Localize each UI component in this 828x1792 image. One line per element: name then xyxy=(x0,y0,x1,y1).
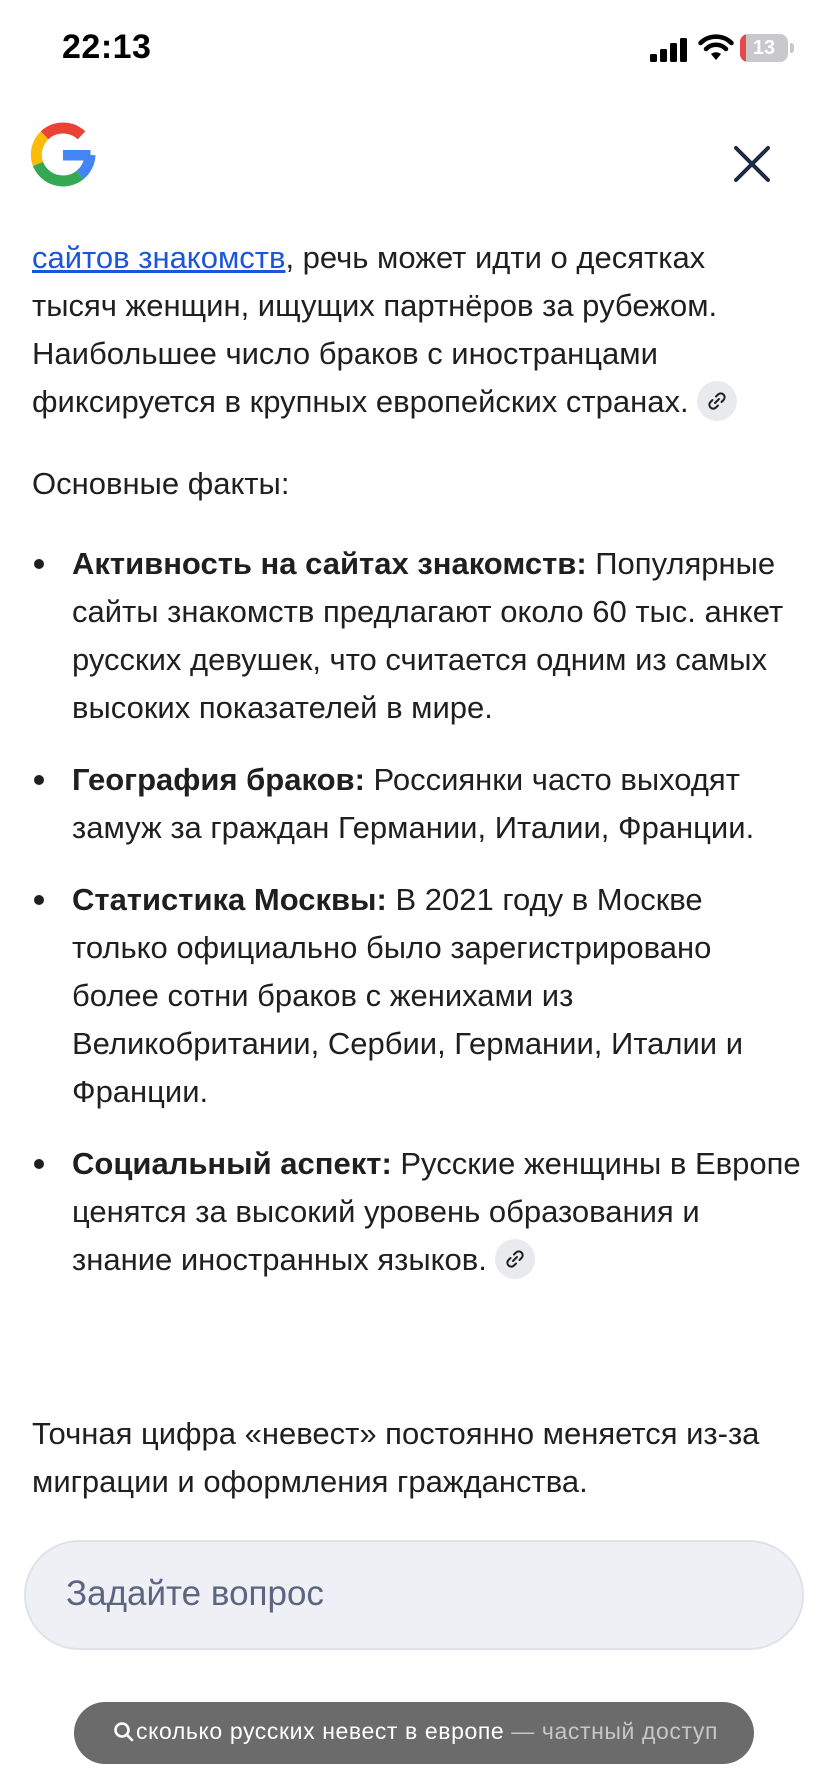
battery-level: 13 xyxy=(752,37,776,59)
bullet xyxy=(34,775,44,785)
source-link-button[interactable] xyxy=(495,1239,535,1279)
query-text xyxy=(136,1718,718,1745)
facts-list xyxy=(32,540,802,1308)
intro-text: , речь может идти о десятках тысяч женщин, ищущих партнёров за рубежом. Наибольшее число браков с иностранцами фиксируется в крупных европейских странах. xyxy=(32,240,718,419)
list-item xyxy=(32,540,802,732)
search-icon xyxy=(112,1720,136,1744)
fact-text: В 2021 году в Москве только официально было зарегистрировано более сотни браков с женихами из Великобритании, Сербии, Германии, Италии и Франции. xyxy=(72,882,744,1109)
private-access-label: — частный доступ xyxy=(504,1718,719,1744)
link-icon xyxy=(505,1249,525,1269)
fact-text: Русские женщины в Европе ценятся за высокий уровень образования и знание иностранных языков. xyxy=(72,1146,801,1277)
fact-title: Статистика Москвы: xyxy=(72,882,387,917)
fact-title: Активность на сайтах знакомств: xyxy=(72,546,587,581)
facts-heading: Основные факты: xyxy=(32,466,290,501)
cellular-signal-icon xyxy=(650,38,690,62)
query: сколько русских невест в европе xyxy=(136,1718,505,1744)
header xyxy=(0,100,828,220)
bullet xyxy=(34,1159,44,1169)
dating-sites-link[interactable]: сайтов знакомств xyxy=(32,240,286,275)
bullet xyxy=(34,895,44,905)
status-bar xyxy=(0,0,828,100)
status-time: 22:13 xyxy=(62,28,152,66)
answer-content xyxy=(0,200,828,1520)
closing-paragraph: Точная цифра «невест» постоянно меняется из-за миграции и оформления гражданства. xyxy=(32,1416,760,1499)
intro-paragraph xyxy=(32,234,792,426)
source-link-button[interactable] xyxy=(697,381,737,421)
ask-question-input[interactable] xyxy=(24,1540,804,1650)
wifi-icon xyxy=(698,34,734,62)
fact-title: География браков: xyxy=(72,762,365,797)
search-query-pill[interactable] xyxy=(74,1702,754,1764)
list-item xyxy=(32,756,802,852)
link-icon xyxy=(707,391,727,411)
list-item xyxy=(32,876,802,1116)
close-icon xyxy=(736,148,768,180)
google-g-icon xyxy=(30,122,96,188)
fact-text: Россиянки часто выходят замуж за граждан Германии, Италии, Франции. xyxy=(72,762,755,845)
battery-icon xyxy=(740,34,794,62)
fact-text: Популярные сайты знакомств предлагают около 60 тыс. анкет русских девушек, что считается одним из самых высоких показателей в мире. xyxy=(72,546,784,725)
fact-title: Социальный аспект: xyxy=(72,1146,392,1181)
close-button[interactable] xyxy=(724,136,780,192)
ask-placeholder: Задайте вопрос xyxy=(66,1574,324,1613)
bullet xyxy=(34,559,44,569)
list-item xyxy=(32,1140,802,1284)
